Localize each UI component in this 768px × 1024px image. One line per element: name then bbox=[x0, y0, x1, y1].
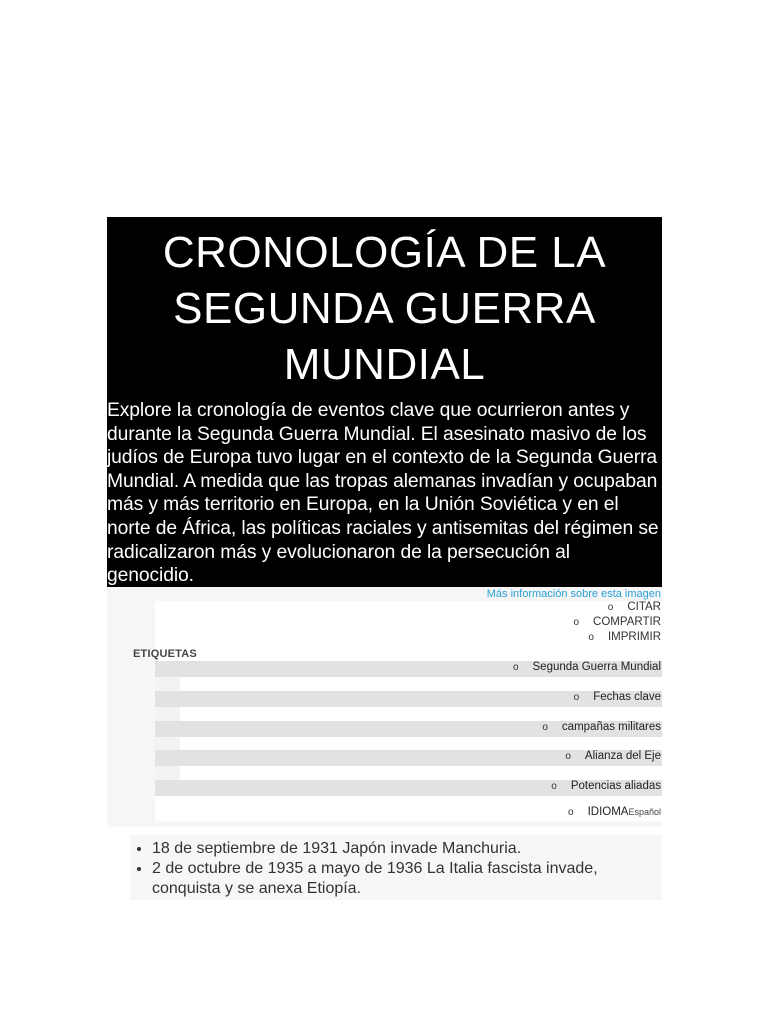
cite-button[interactable] bbox=[608, 601, 661, 613]
title-line-2: SEGUNDA GUERRA bbox=[173, 284, 596, 333]
bullet-marker: o bbox=[512, 662, 519, 673]
share-button[interactable] bbox=[573, 616, 661, 628]
print-button[interactable] bbox=[588, 631, 661, 643]
language-selector[interactable] bbox=[568, 806, 661, 818]
image-info-link[interactable]: Más información sobre esta imagen bbox=[486, 588, 661, 600]
share-label: COMPARTIR bbox=[593, 616, 661, 628]
tag-item[interactable] bbox=[513, 661, 661, 673]
tag-item[interactable] bbox=[565, 750, 661, 762]
language-label: IDIOMA bbox=[587, 806, 629, 818]
bullet-marker: o bbox=[588, 632, 594, 643]
print-label: IMPRIMIR bbox=[607, 631, 661, 643]
timeline-item: • 2 de octubre de 1935 a mayo de 1936 La Italia fascista invade, conquista y se anexa Etiopía. bbox=[152, 859, 662, 899]
bullet-marker: o bbox=[551, 781, 557, 792]
title-line-1: CRONOLOGÍA DE LA bbox=[162, 228, 607, 277]
hero-banner bbox=[107, 217, 662, 587]
bullet-marker: o bbox=[568, 807, 574, 818]
bullet-marker: o bbox=[565, 751, 571, 762]
bullet-marker: o bbox=[573, 692, 580, 703]
bullet-marker: o bbox=[542, 722, 548, 733]
tag-row-gap bbox=[155, 677, 180, 691]
tag-row-gap bbox=[155, 737, 180, 751]
tag-label: Fechas clave bbox=[593, 691, 661, 703]
timeline-item: • 18 de septiembre de 1931 Japón invade Manchuria. bbox=[152, 839, 662, 859]
language-value: Español bbox=[628, 807, 661, 817]
tag-label: Segunda Guerra Mundial bbox=[532, 661, 661, 673]
tag-item[interactable] bbox=[542, 721, 661, 733]
tag-row-gap bbox=[155, 766, 180, 780]
page-title bbox=[107, 217, 662, 393]
title-line-3: MUNDIAL bbox=[283, 340, 486, 389]
tags-heading: ETIQUETAS bbox=[133, 648, 197, 660]
timeline-list bbox=[130, 835, 662, 900]
cite-label: CITAR bbox=[627, 601, 661, 613]
bullet-marker: o bbox=[607, 602, 614, 613]
hero-description: Explore la cronología de eventos clave que ocurrieron antes y durante la Segunda Guerra Mundial. El asesinato masivo de los judíos de Europa tuvo lugar en el contexto de la Segunda Guerra Mundial. A medida que las tropas alemanas invadían y ocupaban más y más territorio en Europa, en la Unión Soviética y en el norte de África, las políticas raciales y antisemitas del régimen se radicalizaron más y evolucionaron de la persecución al genocidio. bbox=[107, 400, 659, 587]
bullet-marker: o bbox=[573, 617, 580, 628]
tag-item[interactable] bbox=[574, 691, 661, 703]
tag-label: campañas militares bbox=[561, 721, 661, 733]
tag-label: Alianza del Eje bbox=[584, 750, 661, 762]
tag-label: Potencias aliadas bbox=[570, 780, 661, 792]
tag-item[interactable] bbox=[551, 780, 661, 792]
tag-row-gap bbox=[155, 707, 180, 721]
